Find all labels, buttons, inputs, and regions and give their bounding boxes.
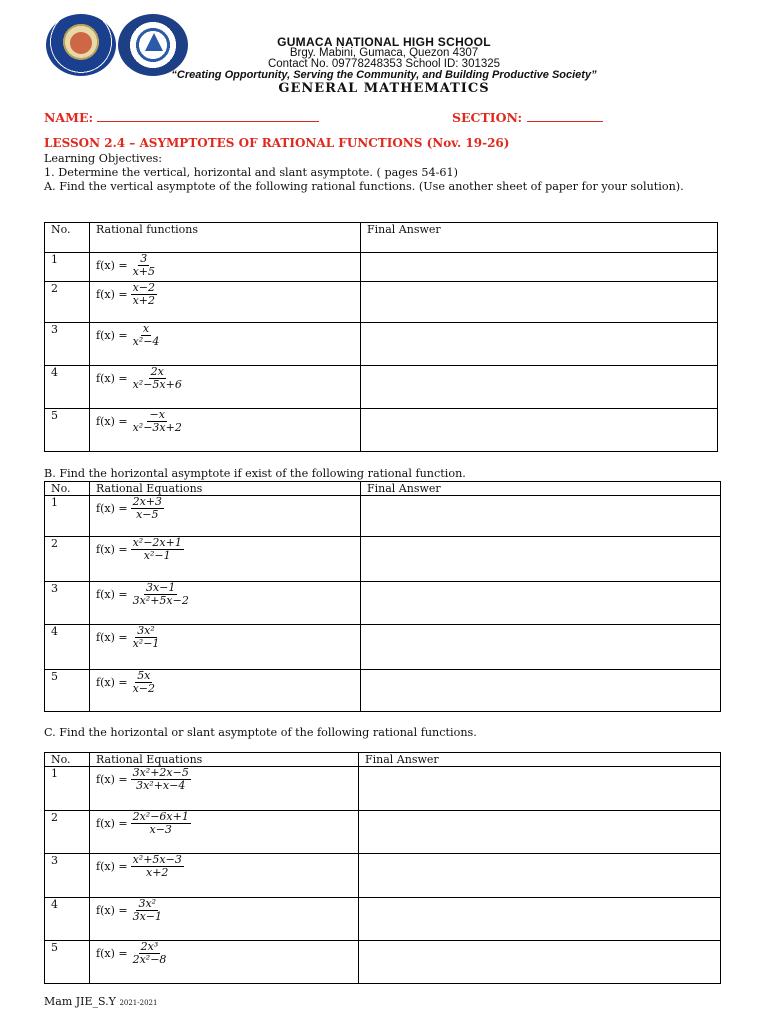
numerator: x <box>142 322 150 335</box>
fraction <box>131 898 164 923</box>
numerator: 2x³ <box>140 940 159 953</box>
answer-cell[interactable] <box>361 670 721 712</box>
table-section-c <box>44 752 721 984</box>
answer-cell[interactable] <box>361 582 721 625</box>
numerator: 3x² <box>138 897 157 910</box>
numerator: 3 <box>140 252 148 265</box>
fraction <box>131 253 157 278</box>
fx-label: f(x) = <box>96 329 128 342</box>
denominator: x−3 <box>149 823 172 836</box>
fx-label: f(x) = <box>96 860 128 873</box>
denominator: x²−3x+2 <box>132 421 182 434</box>
fraction <box>131 282 157 307</box>
denominator: x+5 <box>132 265 155 278</box>
instruction-c: C. Find the horizontal or slant asymptote of the following rational functions. <box>44 726 477 739</box>
header-no: No. <box>45 482 90 496</box>
function-cell <box>90 323 361 366</box>
function-cell <box>90 811 359 854</box>
row-number: 2 <box>45 811 90 854</box>
lesson-title: LESSON 2.4 – ASYMPTOTES OF RATIONAL FUNCTIONS (Nov. 19-26) <box>44 136 510 150</box>
function-cell <box>90 282 361 323</box>
answer-cell[interactable] <box>359 811 721 854</box>
fraction <box>131 670 157 695</box>
row-number: 2 <box>45 537 90 582</box>
denominator: x+2 <box>132 294 155 307</box>
answer-cell[interactable] <box>361 323 718 366</box>
school-motto: “Creating Opportunity, Serving the Community, and Building Productive Society” <box>171 69 597 81</box>
header-final-answer: Final Answer <box>361 223 718 253</box>
answer-cell[interactable] <box>361 496 721 537</box>
answer-cell[interactable] <box>361 282 718 323</box>
denominator: x−2 <box>132 682 155 695</box>
fx-label: f(x) = <box>96 259 128 272</box>
school-name: GUMACA NATIONAL HIGH SCHOOL <box>277 35 491 49</box>
denominator: x+2 <box>145 866 169 879</box>
numerator: 3x²+2x−5 <box>132 766 189 779</box>
section-label: SECTION: <box>452 110 523 125</box>
answer-cell[interactable] <box>359 854 721 898</box>
header-equations: Rational Equations <box>90 482 361 496</box>
denominator: 2x²−8 <box>132 953 167 966</box>
answer-cell[interactable] <box>361 409 718 452</box>
table-row <box>45 811 721 854</box>
function-cell <box>90 496 361 537</box>
answer-cell[interactable] <box>361 253 718 282</box>
section-blank-line[interactable] <box>527 109 603 122</box>
row-number: 1 <box>45 253 90 282</box>
table-row <box>45 496 721 537</box>
function-cell <box>90 941 359 984</box>
numerator: −x <box>149 408 165 421</box>
denominator: x²−1 <box>132 637 160 650</box>
name-field <box>44 109 319 125</box>
function-cell <box>90 409 361 452</box>
function-cell <box>90 253 361 282</box>
name-label: NAME: <box>44 110 94 125</box>
table-row <box>45 854 721 898</box>
header-functions: Rational functions <box>90 223 361 253</box>
denominator: x²−1 <box>143 549 171 562</box>
denominator: x²−4 <box>132 335 160 348</box>
objective-1: 1. Determine the vertical, horizontal and slant asymptote. ( pages 54-61) <box>44 166 458 179</box>
fraction <box>131 409 184 434</box>
answer-cell[interactable] <box>359 898 721 941</box>
denominator: 3x²+x−4 <box>136 779 186 792</box>
fx-label: f(x) = <box>96 415 128 428</box>
fx-label: f(x) = <box>96 817 128 830</box>
row-number: 1 <box>45 496 90 537</box>
fx-label: f(x) = <box>96 288 128 301</box>
function-cell <box>90 898 359 941</box>
table-row <box>45 767 721 811</box>
header-equations: Rational Equations <box>90 753 359 767</box>
subject-title: GENERAL MATHEMATICS <box>278 81 490 96</box>
table-row <box>45 670 721 712</box>
denominator: 3x−1 <box>132 910 162 923</box>
function-cell <box>90 767 359 811</box>
fx-label: f(x) = <box>96 543 128 556</box>
function-cell <box>90 670 361 712</box>
function-cell <box>90 537 361 582</box>
table-row <box>45 253 718 282</box>
numerator: x²−2x+1 <box>132 536 182 549</box>
table-row <box>45 941 721 984</box>
row-number: 3 <box>45 582 90 625</box>
fx-label: f(x) = <box>96 588 128 601</box>
row-number: 5 <box>45 409 90 452</box>
footer <box>44 995 157 1008</box>
fraction <box>131 366 184 391</box>
fraction <box>131 811 191 836</box>
fraction <box>131 582 191 607</box>
row-number: 2 <box>45 282 90 323</box>
objectives-label: Learning Objectives: <box>44 152 162 165</box>
answer-cell[interactable] <box>361 366 718 409</box>
denominator: 3x²+5x−2 <box>132 594 189 607</box>
row-number: 4 <box>45 366 90 409</box>
fx-label: f(x) = <box>96 773 128 786</box>
fx-label: f(x) = <box>96 502 128 515</box>
fraction <box>131 496 164 521</box>
fraction <box>131 941 169 966</box>
row-number: 3 <box>45 323 90 366</box>
fx-label: f(x) = <box>96 904 128 917</box>
function-cell <box>90 366 361 409</box>
numerator: 3x−1 <box>145 581 176 594</box>
answer-cell[interactable] <box>359 767 721 811</box>
row-number: 3 <box>45 854 90 898</box>
fraction <box>131 537 184 562</box>
row-number: 5 <box>45 941 90 984</box>
function-cell <box>90 582 361 625</box>
numerator: 3x² <box>137 624 155 637</box>
header-final-answer: Final Answer <box>361 482 721 496</box>
fx-label: f(x) = <box>96 631 128 644</box>
numerator: x−2 <box>132 281 155 294</box>
denominator: x²−5x+6 <box>132 378 182 391</box>
numerator: 2x <box>150 365 164 378</box>
numerator: x²+5x−3 <box>132 853 182 866</box>
table-row <box>45 582 721 625</box>
school-contact: Contact No. 09778248353 School ID: 301325 <box>267 58 501 70</box>
fx-label: f(x) = <box>96 372 128 385</box>
table-section-a <box>44 222 718 452</box>
school-address: Brgy. Mabini, Gumaca, Quezon 4307 <box>289 47 479 59</box>
numerator: 2x+3 <box>132 495 162 508</box>
instruction-a: A. Find the vertical asymptote of the following rational functions. (Use another sheet of paper for your solution). <box>44 180 684 193</box>
header-no: No. <box>45 223 90 253</box>
numerator: 5x <box>137 669 151 682</box>
fraction <box>131 854 184 879</box>
table-row <box>45 323 718 366</box>
header-final-answer: Final Answer <box>359 753 721 767</box>
table-row <box>45 625 721 670</box>
fraction <box>131 323 162 348</box>
footer-author: Mam JIE_S.Y <box>44 995 116 1008</box>
section-field <box>452 109 603 125</box>
table-section-b <box>44 481 721 712</box>
answer-cell[interactable] <box>361 625 721 670</box>
answer-cell[interactable] <box>359 941 721 984</box>
header-no: No. <box>45 753 90 767</box>
footer-year: 2021-2021 <box>119 999 158 1007</box>
fraction <box>131 767 191 792</box>
function-cell <box>90 854 359 898</box>
fraction <box>131 625 162 650</box>
answer-cell[interactable] <box>361 537 721 582</box>
table-row <box>45 282 718 323</box>
numerator: 2x²−6x+1 <box>132 810 189 823</box>
instruction-b: B. Find the horizontal asymptote if exist of the following rational function. <box>44 467 466 480</box>
row-number: 5 <box>45 670 90 712</box>
fx-label: f(x) = <box>96 676 128 689</box>
fx-label: f(x) = <box>96 947 128 960</box>
denominator: x−5 <box>136 508 159 521</box>
row-number: 4 <box>45 898 90 941</box>
row-number: 4 <box>45 625 90 670</box>
function-cell <box>90 625 361 670</box>
table-row <box>45 366 718 409</box>
table-row <box>45 537 721 582</box>
table-row <box>45 409 718 452</box>
row-number: 1 <box>45 767 90 811</box>
name-blank-line[interactable] <box>97 109 319 122</box>
table-row <box>45 898 721 941</box>
